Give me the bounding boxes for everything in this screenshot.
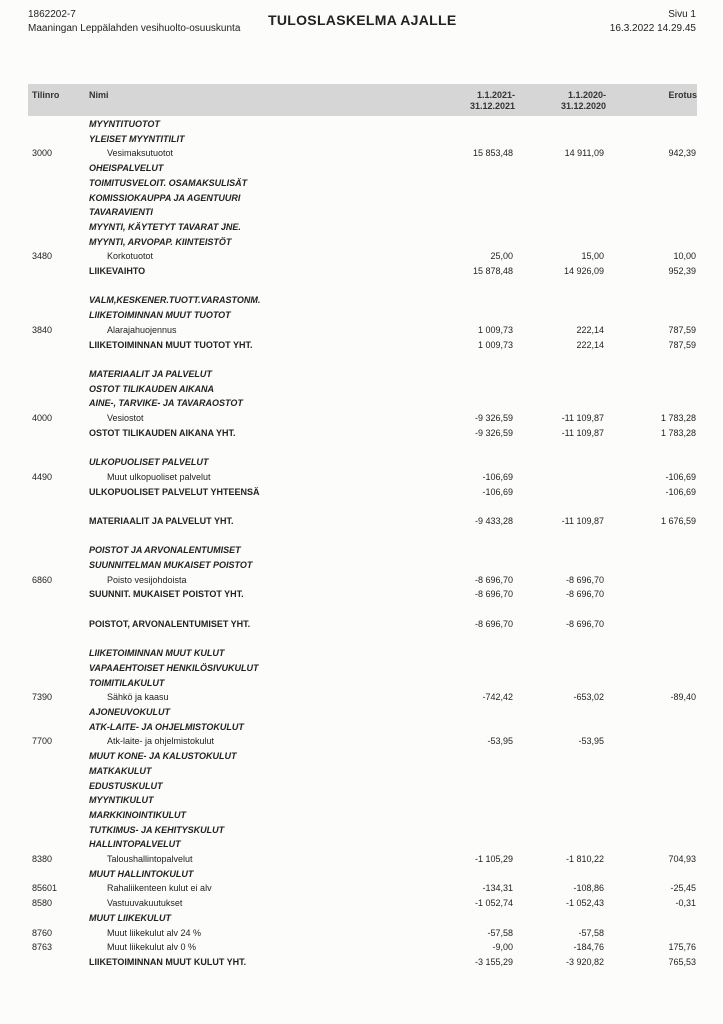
table-row <box>0 530 723 543</box>
account-name: TAVARAVIENTI <box>89 207 153 218</box>
account-number: 8380 <box>32 854 53 864</box>
value-difference: 1 783,28 <box>660 427 696 438</box>
value-2021: -9 326,59 <box>474 427 513 438</box>
value-2021: -106,69 <box>482 471 513 482</box>
value-2020: 14 926,09 <box>563 266 604 276</box>
print-datetime: 16.3.2022 14.29.45 <box>609 23 696 34</box>
table-row <box>0 809 723 822</box>
table-row <box>0 221 723 234</box>
table-row <box>0 265 723 278</box>
account-number: 85601 <box>32 883 58 894</box>
value-2020: -8 696,70 <box>565 589 604 600</box>
value-2021: -3 155,29 <box>474 956 513 967</box>
value-2020: -3 920,82 <box>565 956 604 967</box>
table-row <box>0 574 723 587</box>
value-2021: -1 105,29 <box>474 854 513 864</box>
table-row <box>0 706 723 719</box>
table-row <box>0 941 723 954</box>
account-name: MARKKINOINTIKULUT <box>89 809 186 820</box>
account-number: 4490 <box>32 471 53 482</box>
value-2020: -1 052,43 <box>565 898 604 909</box>
table-row <box>0 133 723 146</box>
table-row <box>0 192 723 205</box>
value-2020: -653,02 <box>573 692 604 703</box>
table-row <box>0 324 723 337</box>
value-2021: -1 052,74 <box>474 898 513 909</box>
account-name: LIIKETOIMINNAN MUUT KULUT <box>89 648 225 659</box>
account-number: 8763 <box>32 942 53 953</box>
account-name: Rahaliikenteen kulut ei alv <box>107 883 212 894</box>
table-row <box>0 559 723 572</box>
account-number: 3000 <box>32 148 53 159</box>
account-name: Atk-laite- ja ohjelmistokulut <box>107 736 215 747</box>
account-name: Vesiostot <box>107 413 144 423</box>
account-name: Muut liikekulut alv 0 % <box>107 942 197 953</box>
account-name: LIIKEVAIHTO <box>89 266 146 276</box>
account-name: Poisto vesijohdoista <box>107 574 187 585</box>
value-difference: -106,69 <box>665 471 696 482</box>
account-name: MYYNTITUOTOT <box>89 119 160 129</box>
account-name: SUUNNIT. MUKAISET POISTOT YHT. <box>89 589 244 600</box>
account-name: AINE-, TARVIKE- JA TAVARAOSTOT <box>89 398 243 409</box>
account-name: MUUT HALLINTOKULUT <box>89 868 194 879</box>
account-name: MATERIAALIT JA PALVELUT <box>89 368 212 379</box>
value-2021: -57,58 <box>487 927 513 938</box>
value-difference: 10,00 <box>673 251 696 262</box>
col-period2-start: 1.1.2020- <box>567 90 606 100</box>
table-row <box>0 882 723 895</box>
account-name: EDUSTUSKULUT <box>89 780 163 791</box>
account-name: MYYNTI, ARVOPAP. KIINTEISTÖT <box>89 236 232 247</box>
account-name: POISTOT, ARVONALENTUMISET YHT. <box>89 618 251 629</box>
value-2020: 222,14 <box>576 339 604 350</box>
account-name: KOMISSIOKAUPPA JA AGENTUURI <box>89 192 241 203</box>
account-name: MUUT KONE- JA KALUSTOKULUT <box>89 751 237 762</box>
table-row <box>0 677 723 690</box>
table-row <box>0 603 723 616</box>
col-difference: Erotus <box>668 90 697 100</box>
account-number: 3480 <box>32 251 53 262</box>
value-2021: -9 433,28 <box>474 515 513 526</box>
table-row <box>0 471 723 484</box>
account-name: OSTOT TILIKAUDEN AIKANA YHT. <box>89 427 236 438</box>
table-row <box>0 294 723 307</box>
value-2020: -11 109,87 <box>561 413 604 423</box>
account-name: TOIMITILAKULUT <box>89 677 165 688</box>
page-number: Sivu 1 <box>668 9 696 20</box>
account-name: AJONEUVOKULUT <box>89 707 171 717</box>
value-2020: -8 696,70 <box>565 618 604 629</box>
table-row <box>0 633 723 646</box>
account-name: OHEISPALVELUT <box>89 163 164 174</box>
account-name: MATKAKULUT <box>89 765 152 776</box>
table-row <box>0 780 723 793</box>
value-difference: 1 783,28 <box>660 413 696 423</box>
table-row <box>0 868 723 881</box>
table-row <box>0 280 723 293</box>
col-period2-end: 31.12.2020 <box>560 101 606 111</box>
value-2021: -106,69 <box>482 486 513 497</box>
table-row <box>0 383 723 396</box>
account-name: Vastuuvakuutukset <box>107 898 183 909</box>
account-name: HALLINTOPALVELUT <box>89 839 181 850</box>
table-row <box>0 427 723 440</box>
value-difference: 704,93 <box>668 854 696 864</box>
value-2021: -53,95 <box>487 736 513 747</box>
value-2020: -184,76 <box>573 942 604 953</box>
account-name: Taloushallintopalvelut <box>107 854 193 864</box>
table-row <box>0 721 723 734</box>
value-difference: -89,40 <box>670 692 696 703</box>
value-difference: -106,69 <box>665 486 696 497</box>
account-name: POISTOT JA ARVONALENTUMISET <box>89 545 241 556</box>
table-row <box>0 441 723 454</box>
value-2021: -8 696,70 <box>474 574 513 585</box>
table-row <box>0 824 723 837</box>
table-row <box>0 927 723 940</box>
account-name: MYYNTI, KÄYTETYT TAVARAT JNE. <box>89 221 241 232</box>
table-row <box>0 486 723 499</box>
account-name: Muut liikekulut alv 24 % <box>107 927 202 938</box>
account-number: 3840 <box>32 324 53 335</box>
table-row <box>0 588 723 601</box>
account-number: 8760 <box>32 927 53 938</box>
table-row <box>0 897 723 910</box>
table-row <box>0 500 723 513</box>
table-row <box>0 412 723 425</box>
account-name: LIIKETOIMINNAN MUUT TUOTOT YHT. <box>89 339 253 350</box>
value-2021: 1 009,73 <box>477 339 513 350</box>
value-2021: 15 853,48 <box>472 148 513 159</box>
table-row <box>0 912 723 925</box>
account-name: TUTKIMUS- JA KEHITYSKULUT <box>89 824 225 835</box>
value-difference: -0,31 <box>675 898 696 909</box>
table-row <box>0 956 723 969</box>
table-row <box>0 544 723 557</box>
table-row <box>0 118 723 131</box>
table-row <box>0 838 723 851</box>
account-name: ULKOPUOLISET PALVELUT YHTEENSÄ <box>89 486 260 497</box>
account-name: TOIMITUSVELOIT. OSAMAKSULISÄT <box>89 177 248 188</box>
value-2020: -108,86 <box>573 883 604 894</box>
account-number: 6860 <box>32 574 53 585</box>
value-difference: -25,45 <box>670 883 696 894</box>
value-difference: 787,59 <box>668 339 696 350</box>
table-row <box>0 456 723 469</box>
account-number: 8580 <box>32 898 53 909</box>
account-name: LIIKETOIMINNAN MUUT TUOTOT <box>89 310 231 321</box>
account-number: 7700 <box>32 736 53 747</box>
account-name: SUUNNITELMAN MUKAISET POISTOT <box>89 560 253 570</box>
value-2021: -8 696,70 <box>474 618 513 629</box>
value-2020: 222,14 <box>576 324 604 335</box>
account-name: Muut ulkopuoliset palvelut <box>107 471 211 482</box>
account-name: VALM,KESKENER.TUOTT.VARASTONM. <box>89 295 261 306</box>
account-name: MUUT LIIKEKULUT <box>89 912 171 923</box>
table-row <box>0 309 723 322</box>
value-2021: -9 326,59 <box>474 413 513 423</box>
account-name: YLEISET MYYNTITILIT <box>89 133 185 144</box>
account-name: LIIKETOIMINNAN MUUT KULUT YHT. <box>89 956 247 967</box>
table-row <box>0 353 723 366</box>
value-2021: 25,00 <box>490 251 513 262</box>
table-row <box>0 397 723 410</box>
account-name: ATK-LAITE- JA OHJELMISTOKULUT <box>89 721 244 732</box>
value-2020: 14 911,09 <box>564 148 604 159</box>
account-name: MATERIAALIT JA PALVELUT YHT. <box>89 515 234 526</box>
table-row <box>0 147 723 160</box>
col-name: Nimi <box>89 90 109 100</box>
table-row <box>0 339 723 352</box>
col-account: Tilinro <box>32 90 60 100</box>
table-row <box>0 206 723 219</box>
account-name: MYYNTIKULUT <box>89 795 154 806</box>
value-difference: 787,59 <box>668 324 696 335</box>
table-row <box>0 177 723 190</box>
value-2021: -9,00 <box>492 942 513 953</box>
value-2020: -11 109,87 <box>561 427 604 438</box>
value-2021: -134,31 <box>482 883 513 894</box>
value-2020: -53,95 <box>578 736 604 747</box>
account-name: Sähkö ja kaasu <box>107 692 169 703</box>
col-period1-end: 31.12.2021 <box>469 101 515 111</box>
value-2021: -8 696,70 <box>474 589 513 600</box>
table-row <box>0 662 723 675</box>
account-name: OSTOT TILIKAUDEN AIKANA <box>89 383 214 394</box>
account-name: ULKOPUOLISET PALVELUT <box>89 457 209 468</box>
column-header-bar <box>28 84 697 116</box>
value-2020: -8 696,70 <box>565 574 604 585</box>
table-row <box>0 162 723 175</box>
table-row <box>0 691 723 704</box>
value-difference: 1 676,59 <box>660 515 696 526</box>
value-difference: 765,53 <box>668 956 696 967</box>
table-row <box>0 236 723 249</box>
value-2021: 1 009,73 <box>477 324 513 335</box>
value-difference: 942,39 <box>668 148 696 159</box>
table-row <box>0 750 723 763</box>
value-difference: 175,76 <box>668 942 696 953</box>
value-2021: -742,42 <box>482 692 513 703</box>
value-2020: -57,58 <box>578 927 604 938</box>
value-2020: -11 109,87 <box>561 515 604 526</box>
document-id: 1862202-7 <box>28 9 76 20</box>
table-row <box>0 735 723 748</box>
value-2021: 15 878,48 <box>472 266 513 276</box>
value-difference: 952,39 <box>668 266 696 276</box>
account-name: Alarajahuojennus <box>107 324 177 335</box>
report-title: TULOSLASKELMA AJALLE <box>268 12 457 28</box>
account-number: 4000 <box>32 413 53 423</box>
table-row <box>0 765 723 778</box>
value-2020: -1 810,22 <box>565 854 604 864</box>
account-name: VAPAAEHTOISET HENKILÖSIVUKULUT <box>89 662 259 673</box>
account-number: 7390 <box>32 692 53 703</box>
table-row <box>0 250 723 263</box>
value-2020: 15,00 <box>581 251 604 262</box>
table-row <box>0 794 723 807</box>
col-period1-start: 1.1.2021- <box>476 90 515 100</box>
table-row <box>0 647 723 660</box>
table-row <box>0 618 723 631</box>
account-name: Vesimaksutuotot <box>107 148 174 159</box>
company-name: Maaningan Leppälahden vesihuolto-osuuskunta <box>28 23 241 34</box>
table-row <box>0 515 723 528</box>
account-name: Korkotuotot <box>107 251 154 262</box>
table-row <box>0 853 723 866</box>
table-row <box>0 368 723 381</box>
